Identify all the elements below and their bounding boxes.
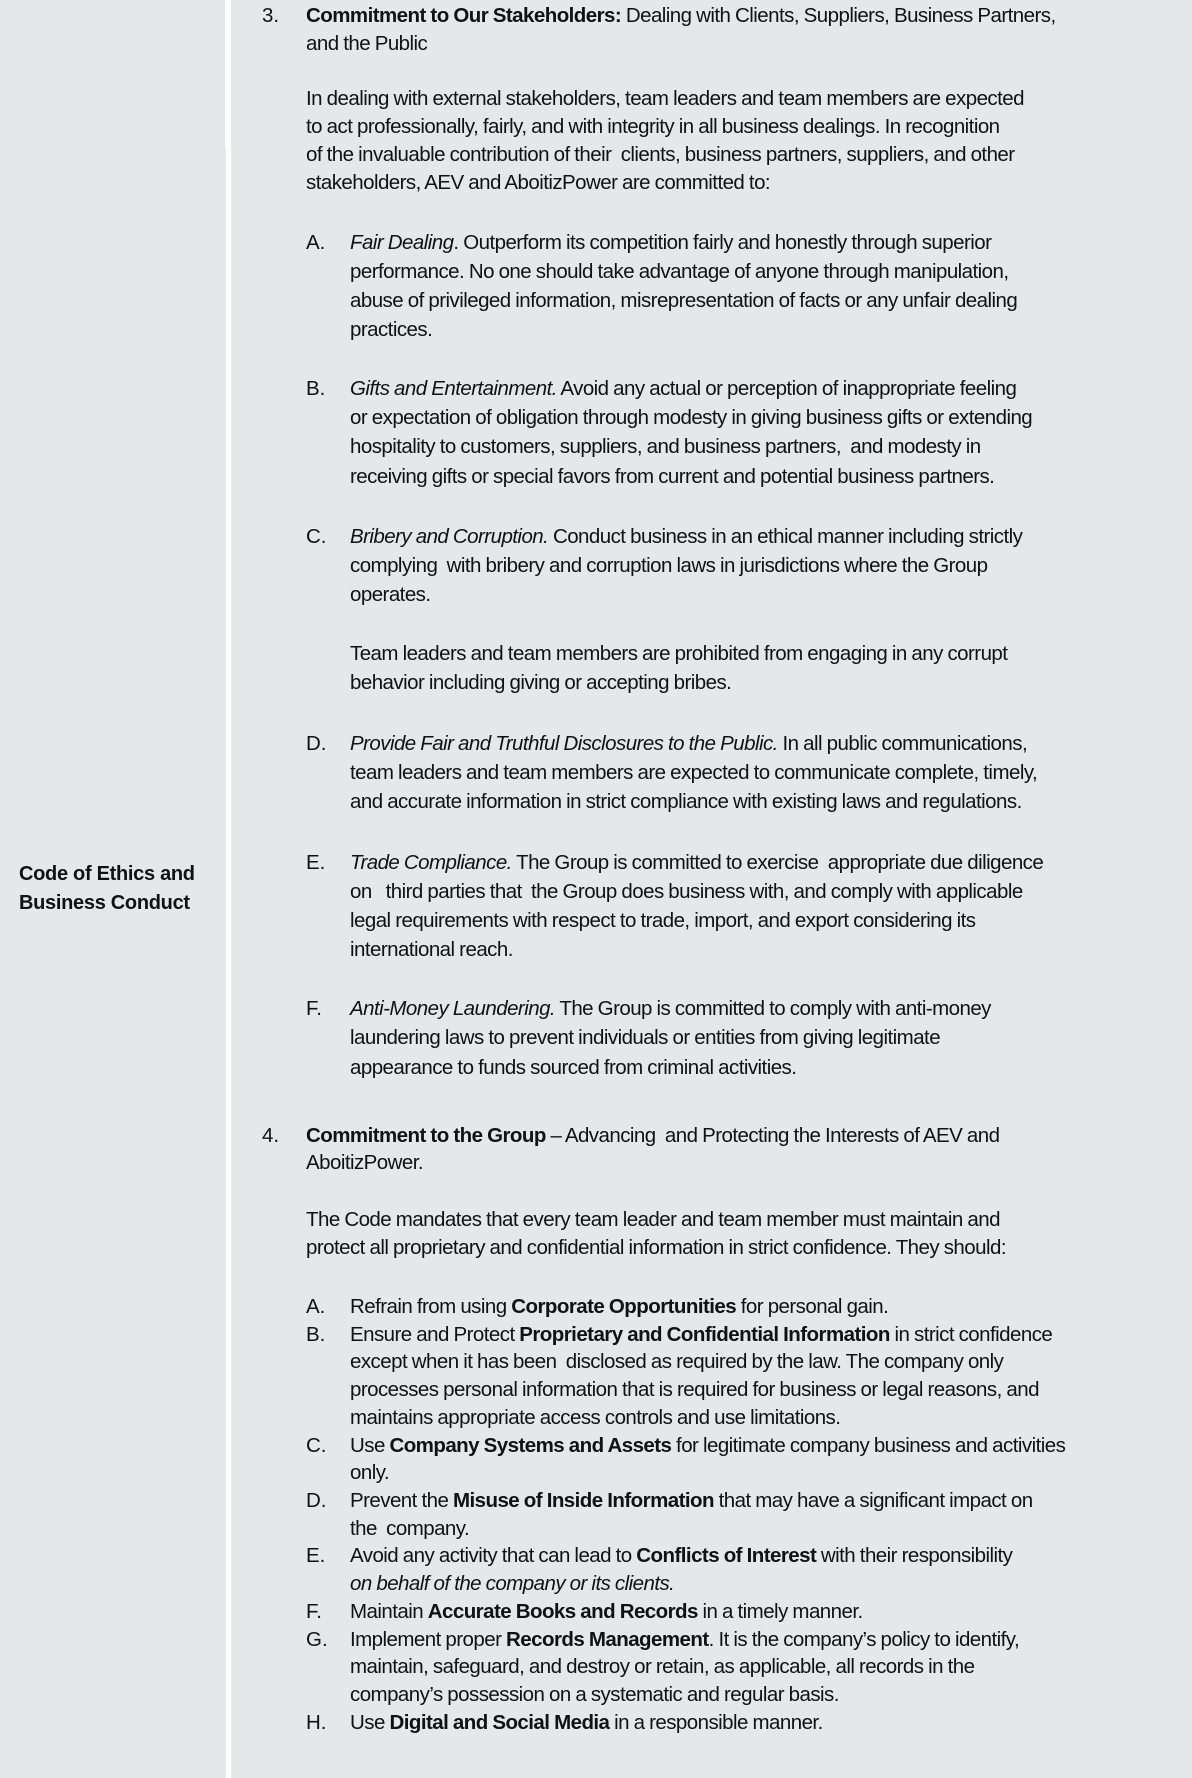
list-marker-s3-num: 3. (262, 4, 280, 27)
text-line (306, 1151, 423, 1175)
text-run: company’s possession on a systematic and regular basis. (350, 1683, 839, 1706)
text-run: international reach. (350, 938, 513, 961)
bold-term: Misuse of Inside Information (452, 1489, 714, 1512)
text-line (350, 435, 981, 459)
italic-term: Gifts and Entertainment. (350, 377, 557, 400)
text-line (306, 143, 1015, 167)
text-line (350, 465, 994, 489)
text-line (350, 1434, 1065, 1458)
text-run: maintains appropriate access controls and use limitations. (350, 1406, 841, 1429)
bold-term: Company Systems and Assets (389, 1434, 672, 1457)
text-line (350, 260, 1009, 284)
text-run: The Code mandates that every team leader and team member must maintain and (306, 1208, 1000, 1231)
list-marker-s3-A: A. (306, 231, 326, 254)
text-line (350, 1489, 1033, 1513)
list-marker-s4-num: 4. (262, 1124, 280, 1147)
text-run: and accurate information in strict compliance with existing laws and regulations. (350, 790, 1022, 813)
text-line (350, 583, 431, 607)
text-run: Conduct business in an ethical manner including strictly (548, 525, 1023, 548)
text-run: Use (350, 1711, 390, 1734)
text-run: operates. (350, 583, 431, 606)
text-run: Refrain from using (350, 1295, 512, 1318)
list-marker-s4-D: D. (306, 1489, 327, 1512)
text-line (350, 318, 432, 342)
text-run: appearance to funds sourced from criminal activities. (350, 1056, 797, 1079)
text-line (306, 1236, 1006, 1260)
bold-term: Records Management (506, 1628, 709, 1651)
text-line (350, 289, 1017, 313)
text-line (350, 938, 513, 962)
list-marker-s4-A: A. (306, 1295, 326, 1318)
text-line (350, 880, 1023, 904)
text-run: Ensure and Protect (350, 1323, 520, 1346)
text-run: legal requirements with respect to trade, import, and export considering its (350, 909, 976, 932)
text-line (350, 1711, 823, 1735)
italic-term: Provide Fair and Truthful Disclosures to the Public. (350, 732, 778, 755)
text-line (350, 406, 1032, 430)
text-line (350, 554, 988, 578)
text-line (350, 732, 1027, 756)
text-run: Maintain (350, 1600, 428, 1623)
text-line (350, 1517, 469, 1541)
bold-term: Corporate Opportunities (511, 1295, 737, 1318)
text-line (350, 671, 731, 695)
text-run: . Outperform its competition fairly and honestly through superior (453, 231, 992, 254)
text-run: stakeholders, AEV and AboitizPower are committed to: (306, 171, 771, 194)
text-run: and the Public (306, 32, 428, 55)
text-line (306, 4, 1056, 28)
italic-term: Fair Dealing (350, 231, 454, 254)
text-line (350, 1683, 839, 1707)
text-run: Prevent the (350, 1489, 453, 1512)
italic-term: on behalf of the company or its clients. (350, 1572, 675, 1595)
text-run: on third parties that the Group does business with, and comply with applicable (350, 880, 1023, 903)
text-run: receiving gifts or special favors from current and potential business partners. (350, 465, 995, 488)
section-label (19, 860, 219, 918)
text-run: protect all proprietary and confidential information in strict confidence. They should: (306, 1236, 1006, 1259)
italic-term: Anti-Money Laundering. (350, 997, 556, 1020)
text-run: or expectation of obligation through modesty in giving business gifts or extending (350, 406, 1033, 429)
text-run: to act professionally, fairly, and with integrity in all business dealings. In recognition (306, 115, 1000, 138)
bold-term: Conflicts of Interest (636, 1544, 817, 1567)
text-line (306, 32, 427, 56)
text-line (350, 1600, 863, 1624)
text-line (350, 1655, 974, 1679)
text-run: Avoid any activity that can lead to (350, 1544, 637, 1567)
text-line (350, 1350, 1003, 1374)
text-run: . It is the company’s policy to identify, (708, 1628, 1020, 1651)
text-line (350, 1461, 389, 1485)
text-line (350, 1378, 1039, 1402)
text-run: the company. (350, 1517, 470, 1540)
text-run: Use (350, 1434, 390, 1457)
text-run: behavior including giving or accepting bribes. (350, 671, 732, 694)
text-line (350, 1628, 1019, 1652)
text-line (350, 1056, 796, 1080)
list-marker-s3-D: D. (306, 732, 327, 755)
text-line (306, 115, 1000, 139)
text-run: maintain, safeguard, and destroy or retain, as applicable, all records in the (350, 1655, 975, 1678)
text-run: The Group is committed to exercise appropriate due diligence (511, 851, 1044, 874)
section-label-line-2: Business Conduct (19, 892, 190, 914)
text-run: AboitizPower. (306, 1151, 424, 1174)
text-line (350, 997, 991, 1021)
text-run: for legitimate company business and activities (671, 1434, 1066, 1457)
text-run: in a timely manner. (697, 1600, 863, 1623)
text-run: except when it has been disclosed as required by the law. The company only (350, 1350, 1004, 1373)
text-line (350, 761, 1037, 785)
text-run: practices. (350, 318, 433, 341)
text-line (350, 231, 991, 255)
text-run: that may have a significant impact on (713, 1489, 1033, 1512)
list-marker-s3-F: F. (306, 997, 322, 1020)
text-run: in strict confidence (889, 1323, 1053, 1346)
text-run: Team leaders and team members are prohibited from engaging in any corrupt (350, 642, 1008, 665)
column-divider-edge (225, 0, 226, 148)
text-run: processes personal information that is required for business or legal reasons, and (350, 1378, 1039, 1401)
list-marker-s4-E: E. (306, 1544, 326, 1567)
text-line (350, 851, 1043, 875)
list-marker-s4-B: B. (306, 1323, 326, 1346)
list-marker-s4-F: F. (306, 1600, 322, 1623)
text-line (350, 1323, 1052, 1347)
text-run: – Advancing and Protecting the Interests of AEV and (545, 1124, 1000, 1147)
text-run: abuse of privileged information, misrepresentation of facts or any unfair dealing (350, 289, 1018, 312)
text-line (350, 1026, 940, 1050)
list-marker-s4-G: G. (306, 1628, 328, 1651)
text-run: In all public communications, (777, 732, 1028, 755)
text-line (350, 525, 1022, 549)
text-line (350, 1572, 674, 1596)
text-run: of the invaluable contribution of their clients, business partners, suppliers, and other (306, 143, 1015, 166)
list-marker-s3-B: B. (306, 377, 326, 400)
text-line (350, 909, 975, 933)
text-line (306, 87, 1024, 111)
text-run: only. (350, 1461, 390, 1484)
list-marker-s4-H: H. (306, 1711, 327, 1734)
text-run: for personal gain. (736, 1295, 889, 1318)
bold-term: Accurate Books and Records (427, 1600, 698, 1623)
text-run: team leaders and team members are expected to communicate complete, timely, (350, 761, 1038, 784)
bold-term: Digital and Social Media (389, 1711, 610, 1734)
text-line (306, 1124, 999, 1148)
text-run: Implement proper (350, 1628, 507, 1651)
list-marker-s3-E: E. (306, 851, 326, 874)
text-line (350, 1406, 840, 1430)
text-line (306, 171, 770, 195)
text-line (350, 1295, 888, 1319)
bold-term: Commitment to the Group (306, 1124, 546, 1147)
text-run: performance. No one should take advantage of anyone through manipulation, (350, 260, 1009, 283)
bold-term: Proprietary and Confidential Information (519, 1323, 890, 1346)
text-run: The Group is committed to comply with anti-money (555, 997, 991, 1020)
italic-term: Trade Compliance. (350, 851, 512, 874)
text-run: In dealing with external stakeholders, team leaders and team members are expected (306, 87, 1024, 110)
text-run: Dealing with Clients, Suppliers, Business Partners, (621, 4, 1056, 27)
text-line (350, 642, 1007, 666)
text-line (306, 1208, 1000, 1232)
bold-term: Commitment to Our Stakeholders: (306, 4, 622, 27)
text-run: in a responsible manner. (609, 1711, 823, 1734)
section-label-line-1: Code of Ethics and (19, 863, 195, 885)
text-run: Avoid any actual or perception of inappropriate feeling (556, 377, 1017, 400)
text-run: hospitality to customers, suppliers, and business partners, and modesty in (350, 435, 981, 458)
text-run: laundering laws to prevent individuals or entities from giving legitimate (350, 1026, 941, 1049)
text-run: with their responsibility (816, 1544, 1013, 1567)
text-line (350, 377, 1016, 401)
text-line (350, 790, 1022, 814)
text-line (350, 1544, 1012, 1568)
column-divider (226, 0, 231, 1778)
italic-term: Bribery and Corruption. (350, 525, 549, 548)
list-marker-s3-C: C. (306, 525, 327, 548)
text-run: complying with bribery and corruption laws in jurisdictions where the Group (350, 554, 988, 577)
list-marker-s4-C: C. (306, 1434, 327, 1457)
